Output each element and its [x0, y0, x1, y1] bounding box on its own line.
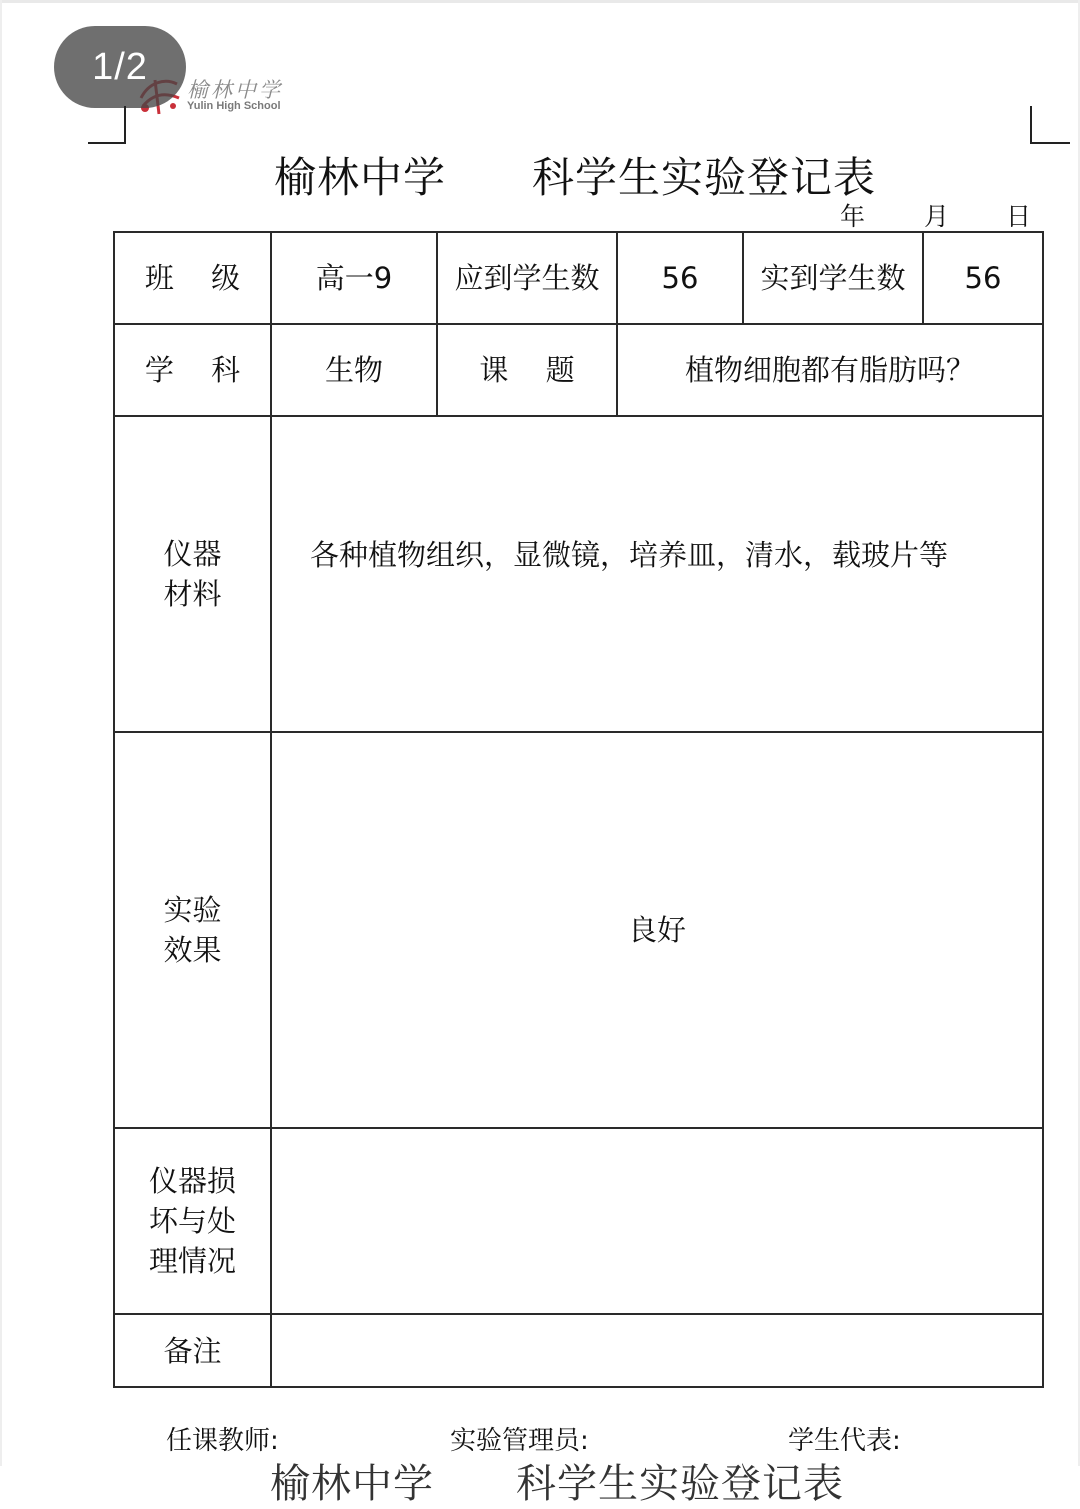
lab-manager-signature-label: 实验管理员: [450, 1426, 589, 1456]
table-row-subject [114, 324, 1043, 416]
expected-students-value[interactable]: 56 [617, 232, 743, 324]
next-page-title-cutoff: 榆林中学 科学生实验登记表 [270, 1461, 844, 1507]
table-row-materials [114, 416, 1043, 732]
class-label: 班 级 [114, 232, 271, 324]
document-title: 榆林中学 科学生实验登记表 [274, 153, 877, 202]
result-label: 实验 效果 [114, 732, 271, 1128]
page-edge-left [0, 0, 2, 1466]
remarks-label: 备注 [114, 1314, 271, 1387]
page-indicator: 1/2 [54, 26, 186, 108]
table-row-remarks [114, 1314, 1043, 1387]
student-rep-signature-label: 学生代表: [788, 1426, 901, 1456]
damage-label: 仪器损 坏与处 理情况 [114, 1128, 271, 1314]
experiment-record-table [113, 231, 1044, 1388]
actual-students-value[interactable]: 56 [923, 232, 1043, 324]
topic-label: 课 题 [437, 324, 617, 416]
date-line [840, 197, 1040, 231]
subject-value[interactable]: 生物 [271, 324, 437, 416]
materials-label: 仪器 材料 [114, 416, 271, 732]
damage-value[interactable] [271, 1128, 1043, 1314]
date-year-label: 年 [840, 202, 866, 231]
materials-value[interactable]: 各种植物组织，显微镜，培养皿，清水，载玻片等 [271, 416, 1043, 732]
date-day-label: 日 [1006, 202, 1032, 231]
result-value[interactable]: 良好 [271, 732, 1043, 1128]
date-month-label: 月 [924, 202, 950, 231]
topic-value[interactable]: 植物细胞都有脂肪吗？ [617, 324, 1043, 416]
crop-mark-top-left [88, 106, 126, 144]
subject-label: 学 科 [114, 324, 271, 416]
logo-name-en: Yulin High School [187, 100, 281, 112]
table-row-result [114, 732, 1043, 1128]
crop-mark-top-right [1030, 106, 1070, 144]
page-edge [0, 0, 1080, 3]
teacher-signature-label: 任课教师: [166, 1426, 279, 1456]
table-row-damage [114, 1128, 1043, 1314]
logo-name-cn: 榆林中学 [187, 78, 283, 102]
expected-students-label: 应到学生数 [437, 232, 617, 324]
table-row-class [114, 232, 1043, 324]
class-value[interactable]: 高一9 [271, 232, 437, 324]
actual-students-label: 实到学生数 [743, 232, 923, 324]
remarks-value[interactable] [271, 1314, 1043, 1387]
